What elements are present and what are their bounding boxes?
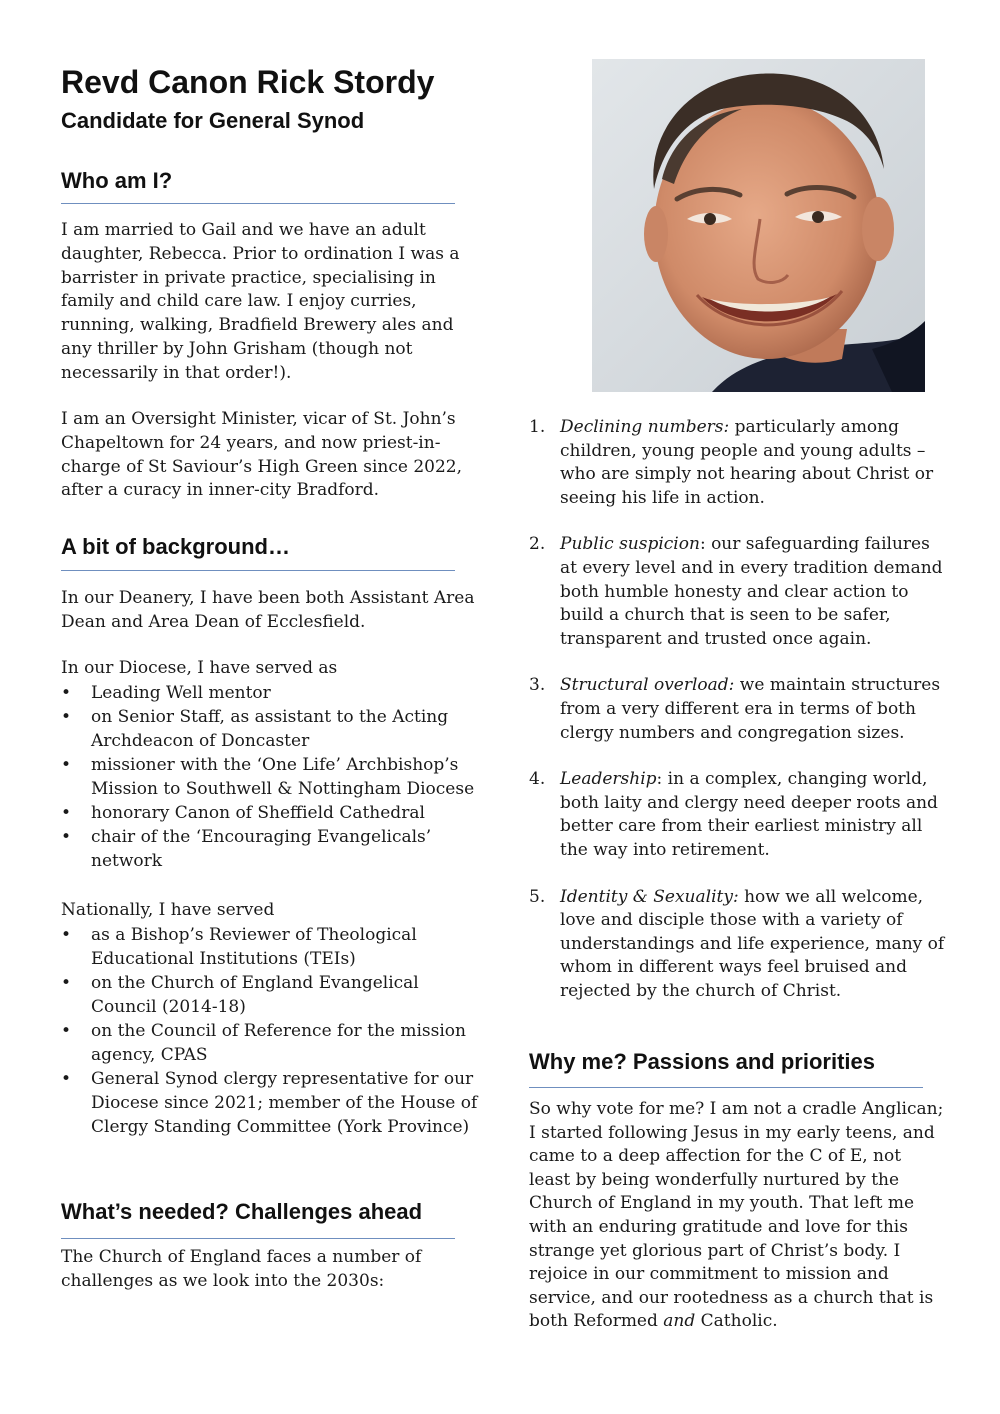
diocese-list <box>61 681 481 873</box>
challenges-list <box>529 416 949 1026</box>
heading-rule <box>529 1087 923 1088</box>
diocese-intro: In our Diocese, I have served as <box>61 658 338 678</box>
challenge-item: 3. Structural overload: we maintain structures from a very different era in terms of both clergy numbers and congregation sizes. <box>529 675 941 743</box>
heading-rule <box>61 1238 455 1239</box>
list-item: • Leading Well mentor <box>61 681 481 705</box>
list-item: • on the Church of England Evangelical Council (2014-18) <box>61 971 481 1019</box>
list-item: • on Senior Staff, as assistant to the Acting Archdeacon of Doncaster <box>61 705 481 753</box>
challenge-item: 4. Leadership: in a complex, changing world, both laity and clergy need deeper roots and better care from their earliest ministry all the way into retirement. <box>529 769 938 860</box>
challenge-item: 1. Declining numbers: particularly among children, young people and young adults – who are simply not hearing about Christ or seeing his life in action. <box>529 417 934 508</box>
portrait-photo <box>592 59 925 392</box>
heading-whats-needed: What’s needed? Challenges ahead <box>61 1199 423 1224</box>
page-subtitle: Candidate for General Synod <box>61 108 365 133</box>
challenges-intro: The Church of England faces a number of challenges as we look into the 2030s: <box>61 1247 422 1291</box>
list-item: • on the Council of Reference for the mission agency, CPAS <box>61 1019 481 1067</box>
page-title: Revd Canon Rick Stordy <box>61 64 435 100</box>
heading-rule <box>61 203 455 204</box>
challenge-item: 5. Identity & Sexuality: how we all welcome, love and disciple those with a variety of understandings and life experience, many of whom in different ways feel bruised and rejected by the church of Christ. <box>529 886 945 1001</box>
heading-why-me: Why me? Passions and priorities <box>529 1049 875 1074</box>
heading-rule <box>61 570 455 571</box>
challenge-item: 2. Public suspicion: our safeguarding failures at every level and in every tradition demand both humble honesty and clear action to build a church that is seen to be safer, transparent and trusted once again. <box>529 534 943 649</box>
national-intro: Nationally, I have served <box>61 900 275 920</box>
list-item: • missioner with the ‘One Life’ Archbishop’s Mission to Southwell & Nottingham Diocese <box>61 753 481 801</box>
heading-background: A bit of background… <box>61 534 290 559</box>
who-am-i-paragraph-2: I am an Oversight Minister, vicar of St. John’s Chapeltown for 24 years, and now priest-in-charge of St Saviour’s High Green since 2022, after a curacy in inner-city Bradford. <box>61 409 462 501</box>
list-item: • General Synod clergy representative for our Diocese since 2021; member of the House of Clergy Standing Committee (York Province) <box>61 1067 481 1139</box>
deanery-paragraph: In our Deanery, I have been both Assistant Area Dean and Area Dean of Ecclesfield. <box>61 588 475 632</box>
why-me-paragraph: So why vote for me? I am not a cradle Anglican; I started following Jesus in my early teens, and came to a deep affection for the C of E, not least by being wonderfully nurtured by the Church of England in my youth. That left me with an enduring gratitude and love for this strange yet glorious part of Christ’s body. I rejoice in our commitment to mission and service, and our rootedness as a church that is both Reformed and Catholic. <box>529 1099 944 1332</box>
list-item: • as a Bishop’s Reviewer of Theological Educational Institutions (TEIs) <box>61 923 481 971</box>
list-item: • chair of the ‘Encouraging Evangelicals’ network <box>61 825 481 873</box>
list-item: • honorary Canon of Sheffield Cathedral <box>61 801 481 825</box>
national-list <box>61 923 481 1139</box>
who-am-i-paragraph-1: I am married to Gail and we have an adult daughter, Rebecca. Prior to ordination I was a barrister in private practice, specialising in family and child care law. I enjoy curries, running, walking, Bradfield Brewery ales and any thriller by John Grisham (though not necessarily in that order!). <box>61 220 460 383</box>
heading-who-am-i: Who am I? <box>61 168 173 193</box>
